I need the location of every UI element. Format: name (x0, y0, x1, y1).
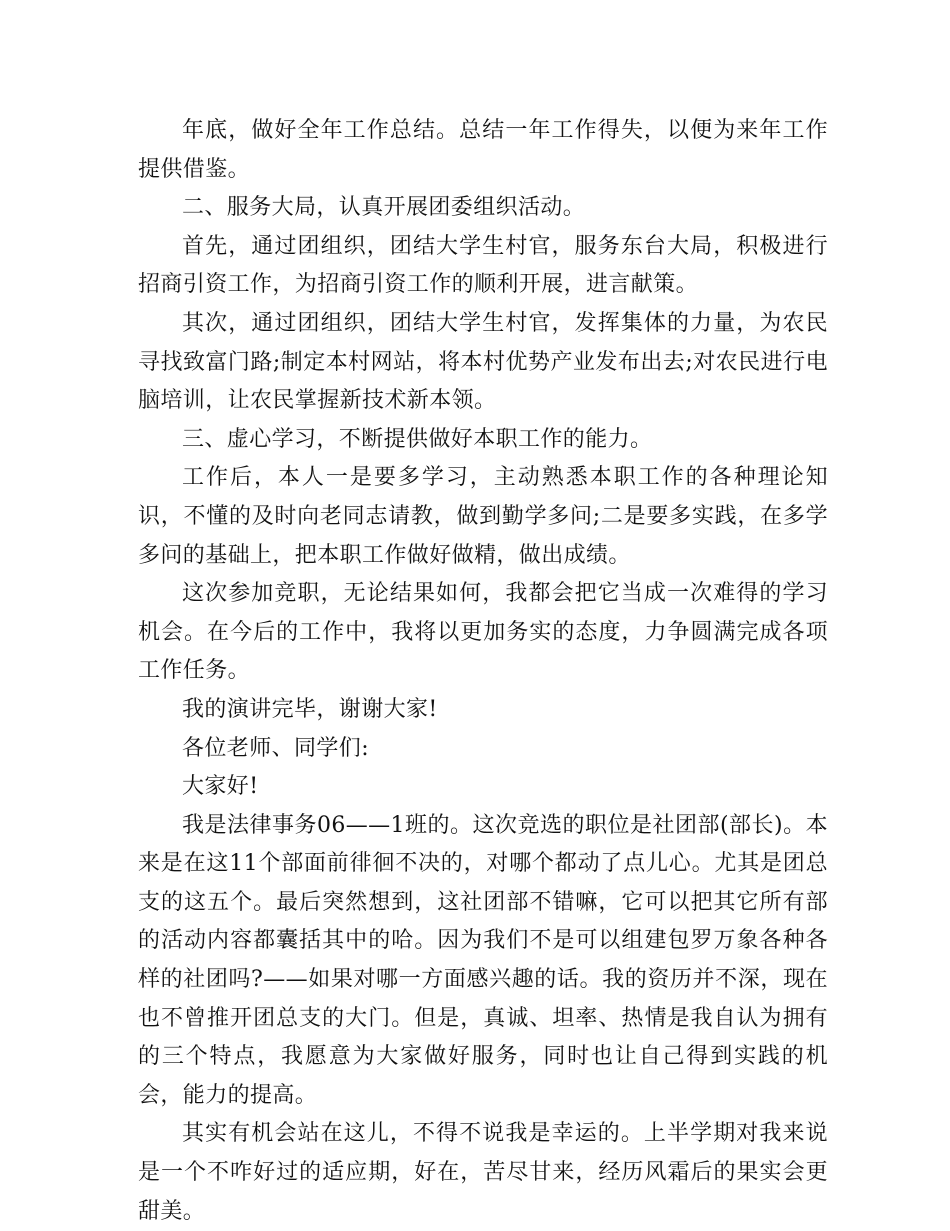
section-heading: 二、服务大局，认真开展团委组织活动。 (182, 195, 586, 221)
paragraph: 年底，做好全年工作总结。总结一年工作得失，以便为来年工作提供借鉴。 (138, 118, 828, 182)
paragraph: 工作后，本人一是要多学习，主动熟悉本职工作的各种理论知识，不懂的及时向老同志请教，做到勤学多问;二是要多实践，在多学多问的基础上，把本职工作做好做精，做出成绩。 (138, 465, 828, 568)
section-heading: 三、虚心学习，不断提供做好本职工作的能力。 (182, 426, 653, 452)
greeting: 大家好! (182, 774, 259, 800)
document-body (138, 112, 828, 1231)
paragraph: 首先，通过团组织，团结大学生村官，服务东台大局，积极进行招商引资工作，为招商引资工作的顺利开展，进言献策。 (138, 233, 828, 298)
paragraph: 我是法律事务06——1班的。这次竞选的职位是社团部(部长)。本来是在这11个部面前徘徊不决的，对哪个都动了点儿心。尤其是团总支的这五个。最后突然想到，这社团部不错嘛，它可以把其它所有部的活动内容都囊括其中的哈。因为我们不是可以组建包罗万象各种各样的社团吗?——如果对哪一方面感兴趣的话。我的资历并不深，现在也不曾推开团总支的大门。但是，真诚、坦率、热情是我自认为拥有的三个特点，我愿意为大家做好服务，同时也让自己得到实践的机会，能力的提高。 (138, 812, 828, 1108)
closing-line: 我的演讲完毕，谢谢大家! (182, 696, 438, 722)
paragraph: 这次参加竞职，无论结果如何，我都会把它当成一次难得的学习机会。在今后的工作中，我将以更加务实的态度，力争圆满完成各项工作任务。 (138, 581, 828, 684)
paragraph: 其次，通过团组织，团结大学生村官，发挥集体的力量，为农民寻找致富门路;制定本村网站，将本村优势产业发布出去;对农民进行电脑培训，让农民掌握新技术新本领。 (138, 310, 828, 414)
paragraph: 其实有机会站在这儿，不得不说我是幸运的。上半学期对我来说是一个不咋好过的适应期，好在，苦尽甘来，经历风霜后的果实会更甜美。 (138, 1121, 828, 1224)
salutation: 各位老师、同学们: (182, 735, 370, 761)
